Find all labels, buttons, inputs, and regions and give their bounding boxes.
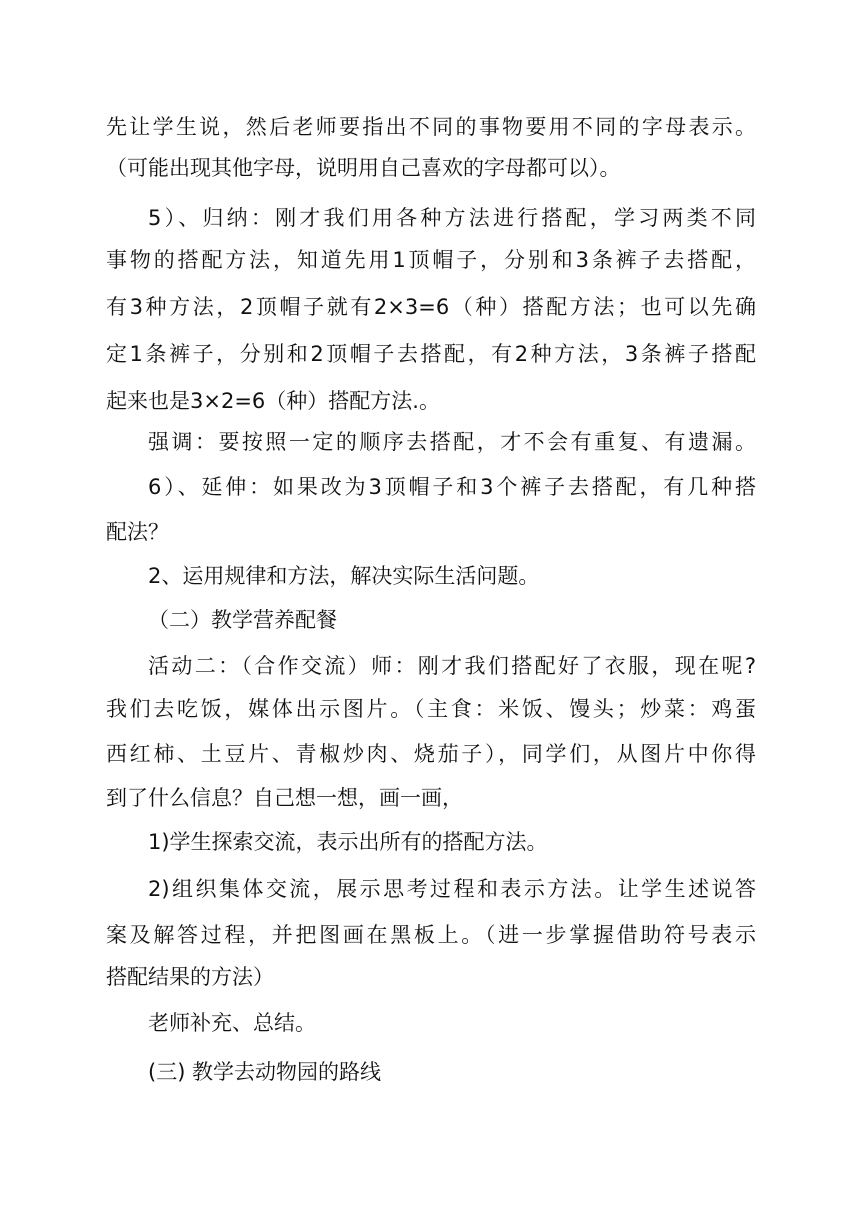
text-line-17: 1)学生探索交流，表示出所有的搭配方法。 [148,830,548,854]
text-line-1: 先让学生说，然后老师要指出不同的事物要用不同的字母表示。 [106,115,756,139]
text-line-14: 我们去吃饭，媒体出示图片。（主食：米饭、馒头；炒菜：鸡蛋 [106,697,756,721]
text-line-7: 起来也是3×2=6（种）搭配方法.。 [106,389,440,413]
text-line-6: 定1条裤子，分别和2顶帽子去搭配，有2种方法，3条裤子搭配 [106,342,756,366]
text-line-19: 案及解答过程，并把图画在黑板上。（进一步掌握借助符号表示 [106,923,756,947]
text-line-9: 6）、延伸：如果改为3顶帽子和3个裤子去搭配，有几种搭 [148,475,756,499]
text-line-11: 2、运用规律和方法，解决实际生活问题。 [148,564,540,588]
text-line-10: 配法？ [106,520,169,544]
text-line-18: 2)组织集体交流，展示思考过程和表示方法。让学生述说答 [148,877,756,901]
text-line-2: （可能出现其他字母，说明用自己喜欢的字母都可以）。 [106,156,621,180]
text-line-16: 到了什么信息？自己想一想，画一画， [106,786,463,810]
text-line-4: 事物的搭配方法，知道先用1顶帽子，分别和3条裤子去搭配， [106,248,756,272]
section-heading-3: (三) 教学去动物园的路线 [148,1060,382,1084]
text-line-20: 搭配结果的方法） [106,965,274,989]
text-line-21: 老师补充、总结。 [148,1011,316,1035]
text-line-13: 活动二：（合作交流）师：刚才我们搭配好了衣服，现在呢? [148,654,756,678]
text-line-15: 西红柿、土豆片、青椒炒肉、烧茄子），同学们，从图片中你得 [106,742,756,766]
text-line-3: 5）、归纳：刚才我们用各种方法进行搭配，学习两类不同 [148,206,756,230]
text-line-8: 强调：要按照一定的顺序去搭配，才不会有重复、有遗漏。 [148,430,756,454]
section-heading-2: （二）教学营养配餐 [148,608,337,632]
text-line-5: 有3种方法，2顶帽子就有2×3=6（种）搭配方法；也可以先确 [106,295,756,319]
